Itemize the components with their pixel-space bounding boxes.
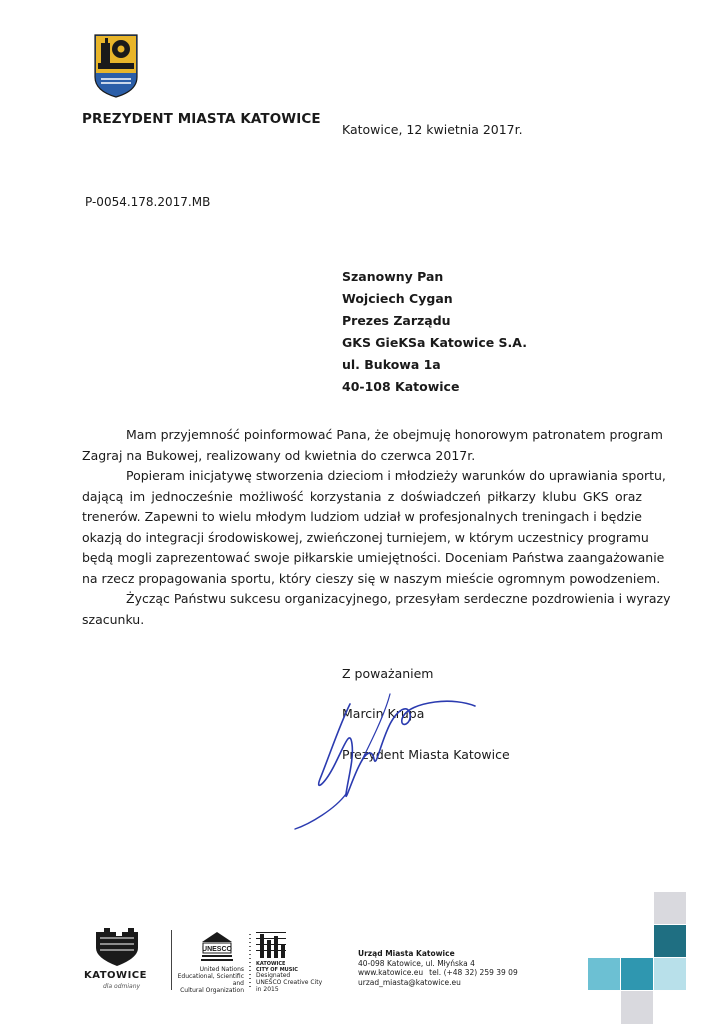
body-paragraph-2-line-2: dającą im jednocześnie możliwość korzystania z doświadczeń piłkarzy klubu GKS oraz: [82, 488, 642, 504]
decor-square-gray-2: [621, 991, 653, 1024]
letter-date: Katowice, 12 kwietnia 2017r.: [342, 122, 523, 137]
city-crest-icon: [93, 33, 139, 99]
decor-square-teal: [621, 958, 653, 990]
office-title: PREZYDENT MIASTA KATOWICE: [82, 111, 321, 127]
body-paragraph-2-line-3: trenerów. Zapewni to wielu młodym ludziom udział w profesjonalnych treningach i będzie: [82, 509, 642, 524]
city-of-music-caption-line: UNESCO Creative City: [256, 979, 323, 986]
city-of-music-label-line: KATOWICE: [256, 961, 286, 967]
decor-square-gray: [654, 892, 686, 924]
recipient-city: 40-108 Katowice: [342, 379, 460, 394]
office-phone: tel. (+48 32) 259 39 09: [429, 968, 518, 977]
office-name: Urząd Miasta Katowice: [358, 949, 455, 958]
recipient-company: GKS GieKSa Katowice S.A.: [342, 335, 527, 350]
recipient-name: Wojciech Cygan: [342, 291, 453, 306]
body-paragraph-2-line-5: będą mogli zaprezentować swoje piłkarskie umiejętności. Doceniam Państwa zaangażowanie: [82, 550, 665, 565]
office-address-block: [358, 949, 518, 987]
katowice-city-logo-icon: [96, 928, 138, 966]
city-of-music-caption-line: Designated: [256, 972, 291, 979]
body-paragraph-3-line-1: Życząc Państwu sukcesu organizacyjnego, przesyłam serdeczne pozdrowienia i wyrazy: [126, 591, 671, 606]
body-paragraph-3-line-2: szacunku.: [82, 611, 145, 627]
katowice-logo-tagline: dla odmiany: [103, 983, 141, 990]
unesco-temple-icon: [200, 930, 234, 964]
recipient-salutation: Szanowny Pan: [342, 269, 444, 284]
recipient-address-block: [342, 266, 527, 398]
city-of-music-caption-line: in 2015: [256, 986, 279, 993]
office-email-link[interactable]: urzad_miasta@katowice.eu: [358, 977, 461, 987]
city-of-music-label-line: CITY OF MUSIC: [256, 967, 298, 973]
letter-body: [82, 425, 671, 630]
footer-divider: [171, 930, 172, 990]
city-of-music-icon: [256, 930, 286, 960]
city-of-music-caption: [256, 972, 322, 993]
office-street: 40-098 Katowice, ul. Młyńska 4: [358, 958, 475, 968]
office-website-link[interactable]: www.katowice.eu: [358, 968, 424, 977]
signer-title: Prezydent Miasta Katowice: [342, 747, 510, 762]
body-paragraph-1-line-2: Zagraj na Bukowej, realizowany od kwietnia do czerwca 2017r.: [82, 447, 476, 463]
body-paragraph-2-line-1: Popieram inicjatywę stworzenia dzieciom i młodzieży warunków do uprawiania sportu,: [126, 468, 666, 483]
decor-square-pale-2: [654, 958, 686, 990]
unesco-caption-line: United Nations: [199, 966, 244, 973]
katowice-logo-word: KATOWICE: [84, 970, 147, 981]
dotted-separator: [249, 934, 251, 988]
recipient-position: Prezes Zarządu: [342, 313, 451, 328]
unesco-caption-line: Educational, Scientific and: [177, 973, 244, 987]
unesco-caption: [176, 966, 244, 994]
decor-square-light-teal: [588, 958, 620, 990]
unesco-caption-line: Cultural Organization: [180, 987, 244, 994]
body-paragraph-1-line-1: Mam przyjemność poinformować Pana, że obejmuję honorowym patronatem program: [126, 427, 663, 442]
decor-square-dark-teal: [654, 925, 686, 957]
recipient-street: ul. Bukowa 1a: [342, 357, 441, 372]
closing-salutation: Z poważaniem: [342, 666, 434, 681]
reference-number: P-0054.178.2017.MB: [85, 195, 211, 209]
body-paragraph-2-line-4: okazją do integracji środowiskowej, zwieńczonej turniejem, w którym uczestnicy programu: [82, 529, 649, 545]
body-paragraph-2-line-6: na rzecz propagowania sportu, który cieszy się w naszym mieście ogromnym powodzeniem.: [82, 570, 661, 586]
unesco-logo-text: UNESCO: [202, 946, 232, 953]
signer-name: Marcin Krupa: [342, 706, 425, 721]
handwritten-signature-icon: [290, 684, 480, 834]
